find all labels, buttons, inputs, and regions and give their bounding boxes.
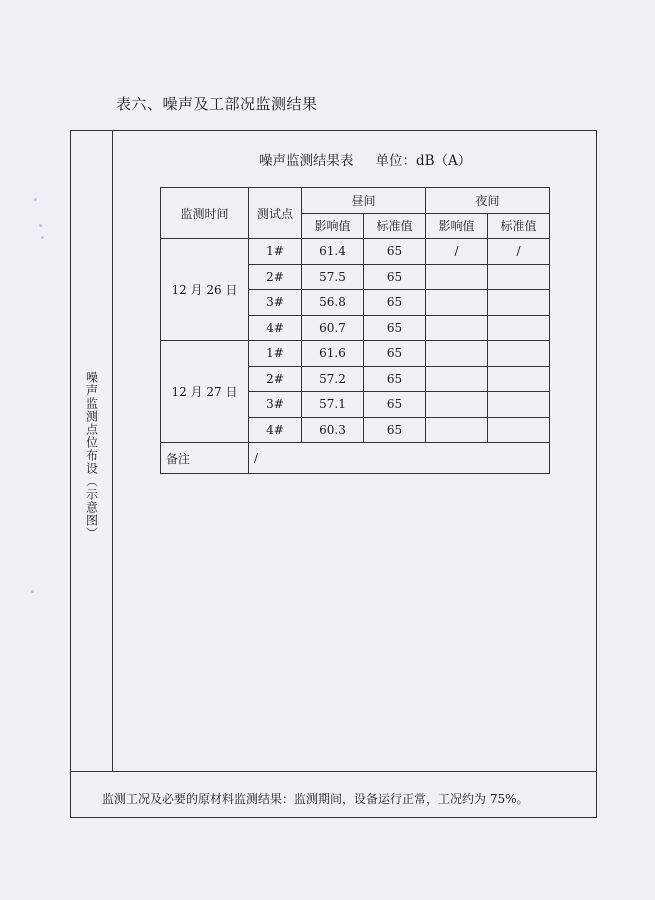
date-cell: 12 月 26 日 <box>161 239 249 341</box>
header-night-standard: 标准值 <box>488 213 550 239</box>
header-time: 监测时间 <box>161 188 249 239</box>
table-title-text: 噪声监测结果表 <box>259 153 354 169</box>
table-title <box>259 149 471 169</box>
working-condition-text: 监测工况及必要的原材料监测结果：监测期间，设备运行正常，工况约为 75%。 <box>102 792 529 806</box>
header-night-impact: 影响值 <box>426 213 488 239</box>
night-standard-cell <box>488 341 550 367</box>
date-cell: 12 月 27 日 <box>161 341 249 443</box>
table-row <box>161 239 550 265</box>
night-impact-cell <box>426 290 488 316</box>
paper-speck <box>34 198 37 201</box>
point-cell: 2# <box>249 366 302 392</box>
side-label: 噪声监测点位布设（示意图） <box>84 371 99 540</box>
day-impact-cell: 57.2 <box>302 366 364 392</box>
night-impact-cell <box>426 264 488 290</box>
header-night: 夜间 <box>426 188 550 214</box>
night-standard-cell <box>488 392 550 418</box>
working-condition-row <box>71 771 596 819</box>
remark-row <box>161 443 550 474</box>
point-cell: 3# <box>249 290 302 316</box>
day-impact-cell: 60.3 <box>302 417 364 443</box>
day-standard-cell: 65 <box>364 264 426 290</box>
header-day-impact: 影响值 <box>302 213 364 239</box>
paper-speck <box>31 590 34 593</box>
point-cell: 4# <box>249 417 302 443</box>
night-standard-cell <box>488 315 550 341</box>
night-impact-cell <box>426 341 488 367</box>
point-cell: 1# <box>249 341 302 367</box>
paper-speck <box>41 236 44 239</box>
remark-label: 备注 <box>161 443 249 474</box>
point-cell: 3# <box>249 392 302 418</box>
day-standard-cell: 65 <box>364 290 426 316</box>
header-day-standard: 标准值 <box>364 213 426 239</box>
remark-value: / <box>249 443 550 474</box>
day-standard-cell: 65 <box>364 239 426 265</box>
header-day: 昼间 <box>302 188 426 214</box>
noise-results-table <box>160 187 550 474</box>
day-standard-cell: 65 <box>364 366 426 392</box>
page-heading: 表六、噪声及工部况监测结果 <box>116 95 318 113</box>
night-standard-cell <box>488 366 550 392</box>
report-frame <box>70 130 597 818</box>
header-point: 测试点 <box>249 188 302 239</box>
night-impact-cell <box>426 392 488 418</box>
night-impact-cell: / <box>426 239 488 265</box>
day-standard-cell: 65 <box>364 417 426 443</box>
point-cell: 1# <box>249 239 302 265</box>
night-standard-cell <box>488 417 550 443</box>
night-standard-cell <box>488 290 550 316</box>
night-impact-cell <box>426 417 488 443</box>
day-standard-cell: 65 <box>364 392 426 418</box>
day-impact-cell: 56.8 <box>302 290 364 316</box>
night-standard-cell: / <box>488 239 550 265</box>
day-impact-cell: 60.7 <box>302 315 364 341</box>
unit-label: 单位：dB（A） <box>375 153 472 169</box>
night-standard-cell <box>488 264 550 290</box>
point-cell: 2# <box>249 264 302 290</box>
day-impact-cell: 57.1 <box>302 392 364 418</box>
night-impact-cell <box>426 315 488 341</box>
day-standard-cell: 65 <box>364 341 426 367</box>
day-impact-cell: 61.4 <box>302 239 364 265</box>
night-impact-cell <box>426 366 488 392</box>
table-row <box>161 341 550 367</box>
day-impact-cell: 61.6 <box>302 341 364 367</box>
day-impact-cell: 57.5 <box>302 264 364 290</box>
day-standard-cell: 65 <box>364 315 426 341</box>
side-label-column <box>71 131 113 771</box>
point-cell: 4# <box>249 315 302 341</box>
paper-speck <box>39 224 42 227</box>
